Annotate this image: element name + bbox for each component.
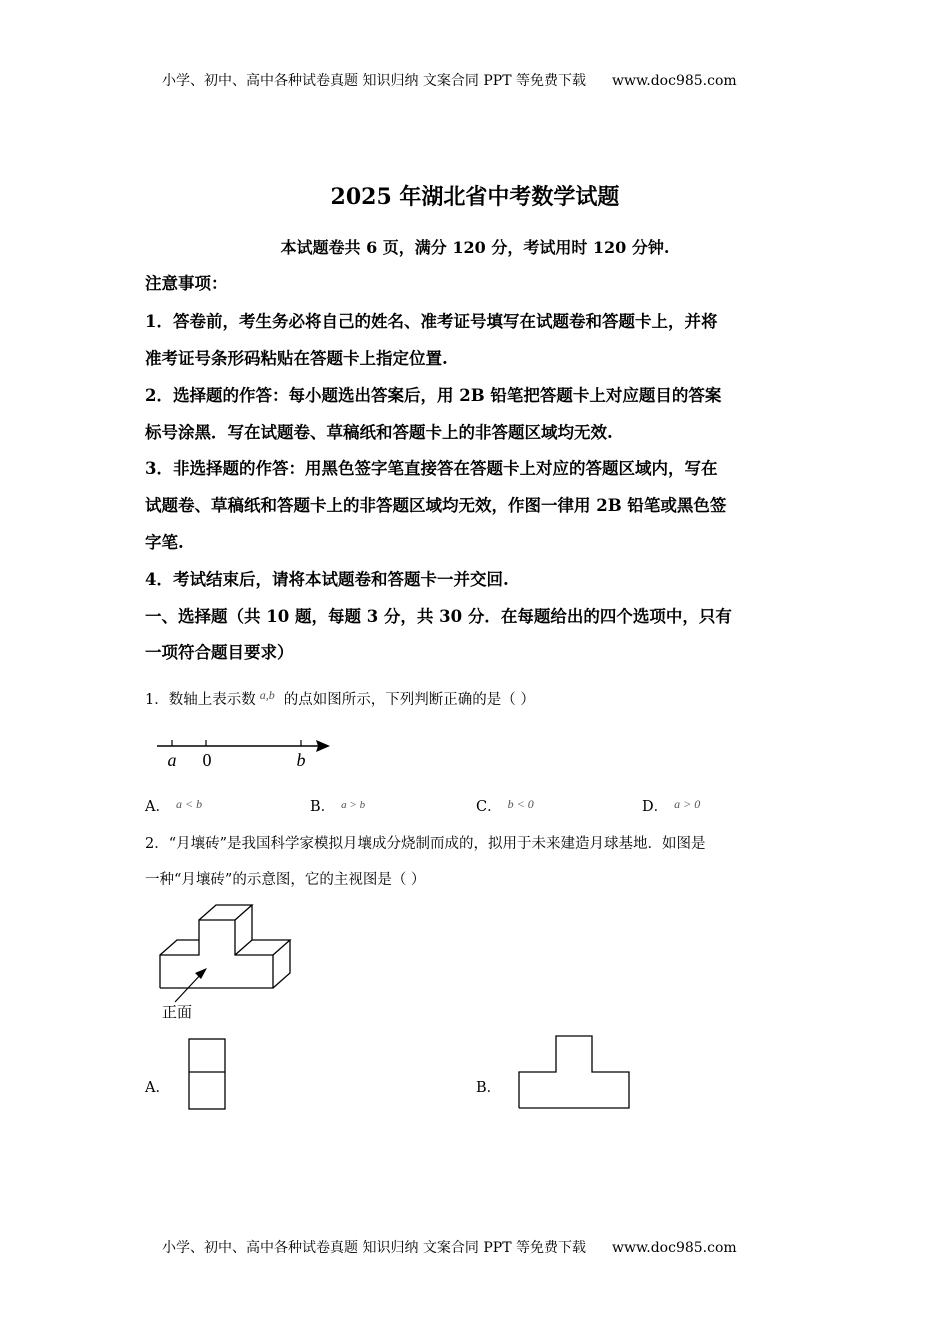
option-b-shape	[519, 1036, 629, 1108]
label-zero: 0	[202, 750, 212, 770]
q1-option-c[interactable]	[476, 795, 534, 816]
header-site[interactable]: www.doc985.com	[611, 73, 737, 89]
notice-line: 4．考试结束后，请将本试题卷和答题卡一并交回.	[145, 570, 509, 589]
brick-3d-figure	[155, 900, 300, 1025]
number-line-figure	[150, 732, 340, 777]
brick-right-top	[235, 940, 290, 955]
brick-top-face	[199, 905, 252, 920]
label-a: a	[167, 750, 177, 770]
section-heading-cont: 一项符合题目要求）	[145, 643, 294, 662]
footer-site[interactable]: www.doc985.com	[611, 1240, 737, 1256]
q2-option-b-label[interactable]: B．	[476, 1080, 502, 1096]
q1-prefix: 1．数轴上表示数	[145, 692, 256, 708]
notice-line: 字笔.	[145, 533, 184, 552]
question-2-cont: 一种“月壤砖”的示意图，它的主视图是（ ）	[145, 872, 426, 888]
page-footer	[162, 1237, 737, 1257]
brick-front-face	[160, 920, 273, 988]
q1-option-b[interactable]	[310, 795, 365, 816]
option-expr: a > 0	[674, 797, 701, 811]
page-subtitle: 本试题卷共 6 页，满分 120 分，考试用时 120 分钟.	[280, 238, 670, 257]
option-label: C．	[476, 799, 502, 815]
notice-line: 3．非选择题的作答：用黑色签字笔直接答在答题卡上对应的答题区域内，写在	[145, 459, 718, 478]
option-label: B．	[310, 799, 336, 815]
q1-math: a,b	[259, 688, 275, 702]
option-expr: a > b	[341, 799, 366, 811]
q2-option-b-figure[interactable]	[518, 1035, 633, 1111]
question-2: 2．“月壤砖”是我国科学家模拟月壤成分烧制而成的，拟用于未来建造月球基地．如图是	[145, 836, 706, 852]
notice-line: 准考证号条形码粘贴在答题卡上指定位置.	[145, 349, 448, 368]
brick-left-top	[160, 940, 199, 955]
header-text: 小学、初中、高中各种试卷真题 知识归纳 文案合同 PPT 等免费下载	[162, 73, 586, 89]
option-label: A．	[145, 799, 170, 815]
notice-line: 1．答卷前，考生务必将自己的姓名、准考证号填写在试题卷和答题卡上，并将	[145, 312, 718, 331]
footer-text: 小学、初中、高中各种试卷真题 知识归纳 文案合同 PPT 等免费下载	[162, 1240, 586, 1256]
option-expr: a < b	[175, 797, 203, 811]
notice-line: 试题卷、草稿纸和答题卡上的非答题区域均无效，作图一律用 2B 铅笔或黑色签	[145, 496, 727, 515]
option-a-rect	[189, 1039, 225, 1109]
q1-option-d[interactable]	[642, 795, 700, 816]
question-1	[145, 688, 535, 709]
page-title: 2025 年湖北省中考数学试题	[330, 184, 620, 210]
front-pointer-arrow-icon	[195, 968, 207, 979]
notice-line: 标号涂黑．写在试题卷、草稿纸和答题卡上的非答题区域均无效.	[145, 423, 613, 442]
option-expr: b < 0	[507, 797, 534, 811]
q2-option-a-label[interactable]: A．	[145, 1080, 170, 1096]
number-line-arrow-icon	[316, 740, 330, 752]
q1-suffix: 的点如图所示，下列判断正确的是（ ）	[283, 692, 535, 708]
front-label: 正面	[162, 1003, 193, 1021]
q2-option-a-figure[interactable]	[188, 1038, 228, 1112]
notice-line: 2．选择题的作答：每小题选出答案后，用 2B 铅笔把答题卡上对应题目的答案	[145, 386, 722, 405]
section-heading: 一、选择题（共 10 题，每题 3 分，共 30 分．在每题给出的四个选项中，只有	[145, 607, 732, 626]
notice-heading: 注意事项：	[145, 274, 228, 293]
option-label: D．	[642, 799, 669, 815]
label-b: b	[296, 750, 306, 770]
page-header	[162, 70, 737, 90]
q1-option-a[interactable]	[145, 795, 202, 816]
